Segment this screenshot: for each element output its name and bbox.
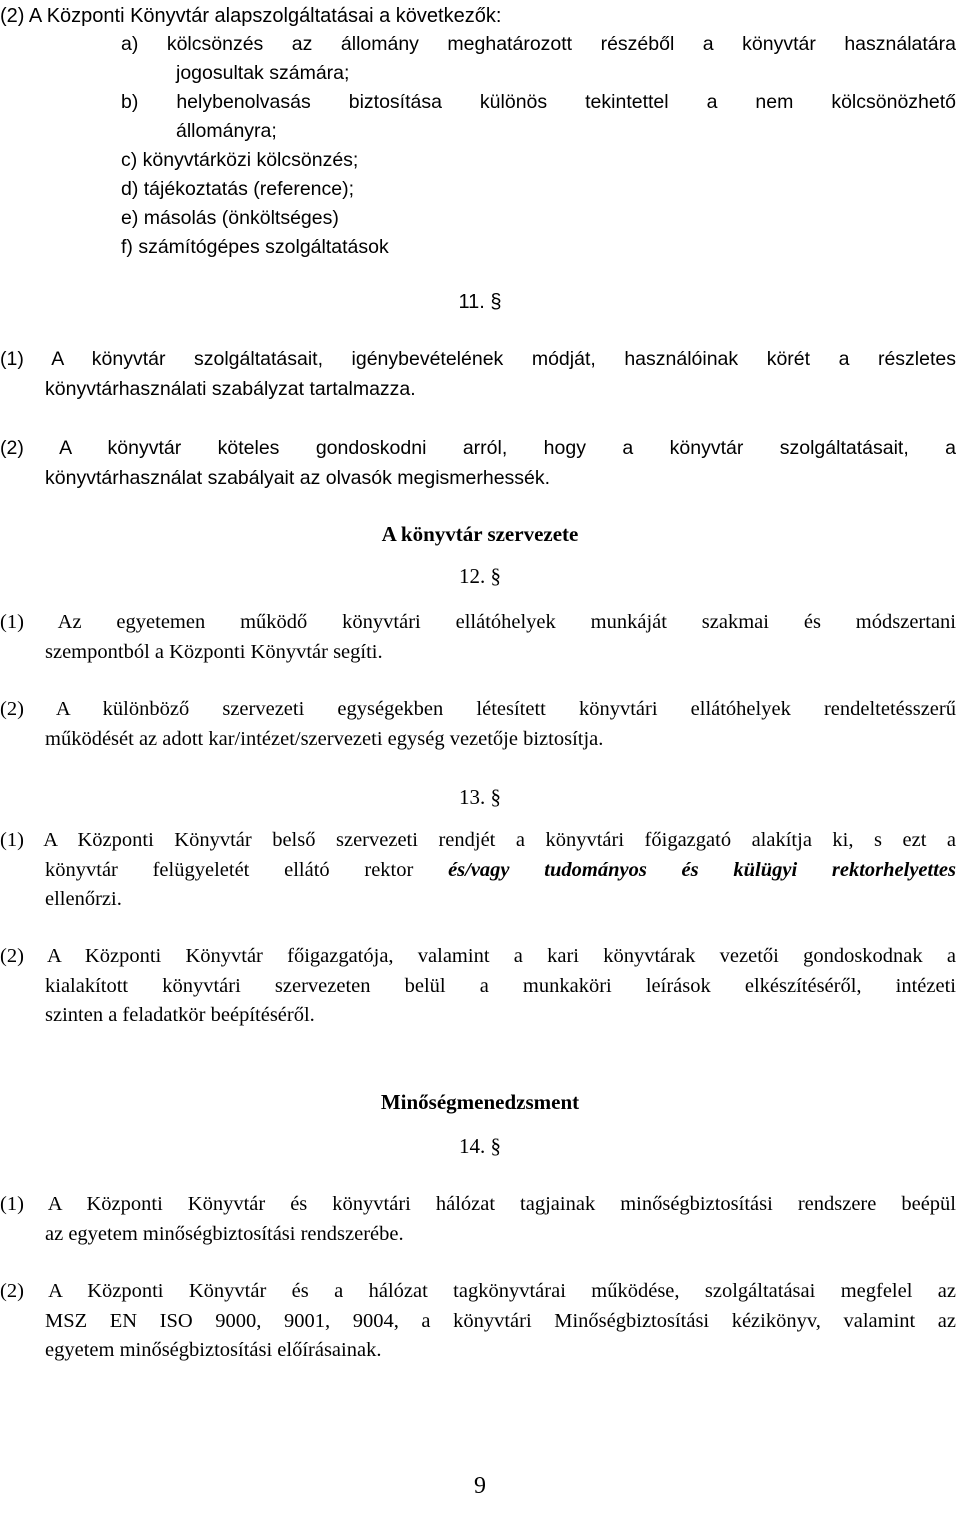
- emphasis-text: és/vagy tudományos és külügyi rektorhelyettes: [448, 858, 956, 881]
- para-line: (1) A könyvtár szolgáltatásait, igénybevételének módját, használóinak körét a részletes: [0, 348, 956, 370]
- para-line: működését az adott kar/intézet/szervezeti egység vezetője biztosítja.: [45, 727, 604, 750]
- section-14-para-1: [0, 1190, 956, 1249]
- section-13-para-2: [0, 942, 956, 1031]
- quality-section-title: Minőségmenedzsment: [380, 1090, 580, 1114]
- list-item-a-cont: jogosultak számára;: [176, 62, 350, 84]
- list-item-b: b) helybenolvasás biztosítása különös tekintettel a nem kölcsönözhető: [121, 91, 956, 113]
- para-line: (2) A Központi Könyvtár és a hálózat tagkönyvtárai működése, szolgáltatásai megfelel az: [0, 1280, 956, 1302]
- para-line: az egyetem minőségbiztosítási rendszerébe.: [45, 1222, 404, 1245]
- para-text: könyvtár felügyeletét ellátó rektor: [45, 858, 449, 881]
- para-line: MSZ EN ISO 9000, 9001, 9004, a könyvtári Minőségbiztosítási kézikönyv, valamint az: [45, 1309, 956, 1332]
- para-line: szinten a feladatkör beépítéséről.: [45, 1004, 315, 1026]
- para-line: (1) Az egyetemen működő könyvtári ellátóhelyek munkáját szakmai és módszertani: [0, 611, 956, 633]
- page-number: 9: [474, 1473, 486, 1499]
- list-item-a: a) kölcsönzés az állomány meghatározott részéből a könyvtár használatára: [121, 33, 956, 55]
- section-12-para-1: [0, 608, 956, 667]
- para-line: (2) A különböző szervezeti egységekben létesített könyvtári ellátóhelyek rendeltetésszerű: [0, 698, 956, 720]
- section-11-heading: 11. §: [458, 291, 502, 313]
- para-line: kialakított könyvtári szervezeten belül a munkaköri leírások elkészítéséről, intézeti: [45, 974, 956, 997]
- section-14-heading: 14. §: [459, 1134, 501, 1158]
- section-13-para-1: [0, 826, 956, 915]
- service-list: [121, 30, 956, 262]
- section-13-heading: 13. §: [459, 785, 501, 809]
- para-line: (2) A Központi Könyvtár főigazgatója, valamint a kari könyvtárak vezetői gondoskodnak a: [0, 945, 956, 967]
- intro-heading: (2) A Központi Könyvtár alapszolgáltatásai a következők:: [0, 5, 502, 27]
- section-12-para-2: [0, 695, 956, 754]
- section-12-heading: 12. §: [459, 564, 501, 588]
- para-line: (2) A könyvtár köteles gondoskodni arról, hogy a könyvtár szolgáltatásait, a: [0, 437, 956, 459]
- para-line: ellenőrzi.: [45, 888, 122, 910]
- para-line: (1) A Központi Könyvtár és könyvtári hálózat tagjainak minőségbiztosítási rendszere beépül: [0, 1193, 956, 1215]
- para-line: szempontból a Központi Könyvtár segíti.: [45, 640, 383, 663]
- para-line: könyvtárhasználati szabályzat tartalmazza.: [45, 377, 416, 400]
- section-11-para-1: [0, 345, 956, 404]
- list-item-c: c) könyvtárközi kölcsönzés;: [121, 149, 359, 171]
- para-line: egyetem minőségbiztosítási előírásainak.: [45, 1339, 382, 1361]
- section-11-para-2: [0, 434, 956, 493]
- list-item-e: e) másolás (önköltséges): [121, 207, 339, 229]
- section-14-para-2: [0, 1277, 956, 1366]
- list-item-b-cont: állományra;: [176, 120, 277, 142]
- para-line: [0, 856, 956, 886]
- list-item-f: f) számítógépes szolgáltatások: [121, 236, 389, 258]
- para-line: könyvtárhasználat szabályait az olvasók megismerhessék.: [45, 466, 551, 489]
- list-item-d: d) tájékoztatás (reference);: [121, 178, 355, 200]
- para-line: (1) A Központi Könyvtár belső szervezeti rendjét a könyvtári főigazgató alakítja ki, s ezt a: [0, 829, 956, 851]
- org-section-title: A könyvtár szervezete: [381, 522, 579, 546]
